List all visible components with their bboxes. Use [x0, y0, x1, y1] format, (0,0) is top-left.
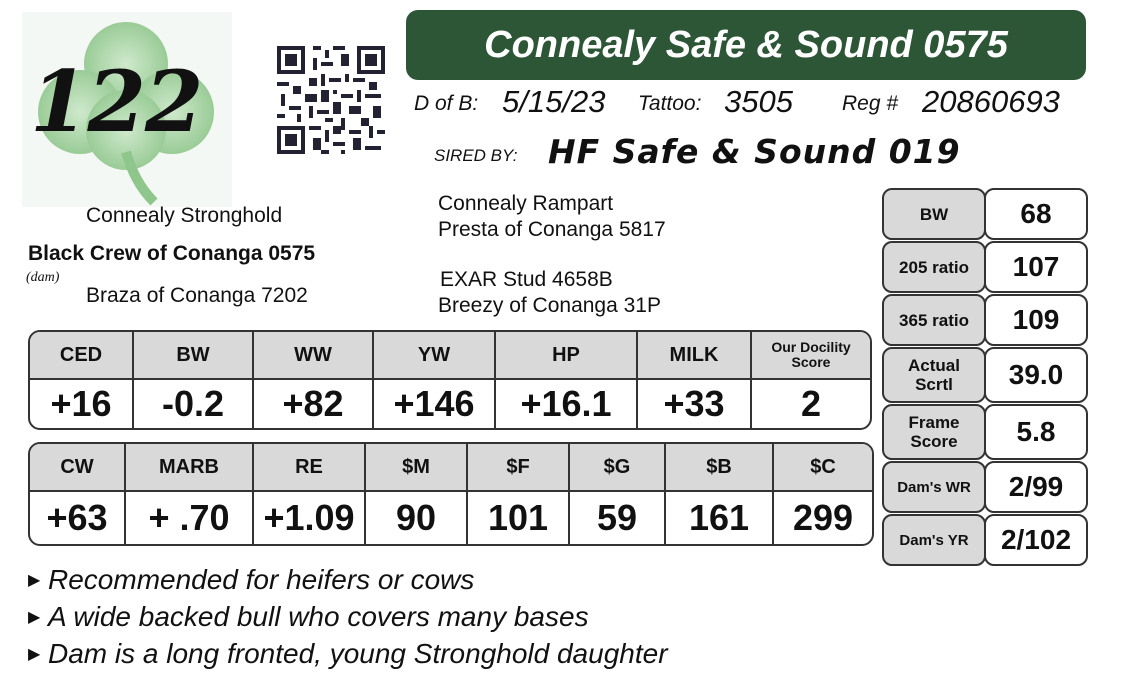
epd-value: +16 — [30, 380, 134, 428]
sire-dam-sire: EXAR Stud 4658B — [440, 268, 613, 291]
stat-row-bw — [882, 188, 1088, 240]
dob-value: 5/15/23 — [502, 84, 606, 119]
epd-value: -0.2 — [134, 380, 254, 428]
stat-value: 2/102 — [984, 514, 1088, 566]
bullet-text: Dam is a long fronted, young Stronghold daughter — [48, 638, 668, 669]
stat-value: 68 — [984, 188, 1088, 240]
stat-row-dam-wr — [882, 461, 1088, 513]
epd-header: RE — [254, 444, 366, 490]
bullet-item — [28, 601, 589, 633]
stat-row-scrotal — [882, 347, 1088, 403]
epd-header: $B — [666, 444, 774, 490]
reg-label: Reg # — [842, 92, 899, 115]
epd-value: 2 — [800, 383, 822, 424]
epd-header: $F — [468, 444, 570, 490]
epd-header-docility — [752, 332, 870, 378]
epd-header: CED — [30, 332, 134, 378]
bullet-item — [28, 638, 668, 670]
title-banner — [406, 10, 1086, 80]
stat-row-205 — [882, 241, 1088, 293]
info-row — [414, 84, 1094, 124]
epd-value: +1.09 — [254, 492, 366, 544]
triangle-right-icon: ▶ — [28, 609, 41, 626]
epd-header-row — [30, 332, 870, 380]
dam-name: Black Crew of Conanga 0575 — [28, 242, 316, 265]
qr-code-icon — [272, 42, 390, 158]
bullet-text: A wide backed bull who covers many bases — [48, 601, 589, 632]
epd-table-growth — [28, 330, 872, 430]
sire-dam-dam: Breezy of Conanga 31P — [438, 294, 661, 317]
docility-line-2: Score — [791, 354, 831, 370]
stat-label: 365 ratio — [882, 294, 986, 346]
epd-header: BW — [134, 332, 254, 378]
epd-table-carcass — [28, 442, 874, 546]
epd-header: WW — [254, 332, 374, 378]
epd-value: + .70 — [126, 492, 254, 544]
epd-value: 90 — [366, 492, 468, 544]
dam-dam: Braza of Conanga 7202 — [86, 284, 308, 307]
bullet-item — [28, 564, 474, 596]
epd-value: +16.1 — [496, 380, 638, 428]
sire-sire: Connealy Rampart — [438, 192, 614, 215]
epd-header: $M — [366, 444, 468, 490]
stat-row-365 — [882, 294, 1088, 346]
epd-value: 299 — [792, 497, 854, 538]
epd-value: +33 — [638, 380, 752, 428]
epd-value: 101 — [468, 492, 570, 544]
stat-label: Dam's WR — [882, 461, 986, 513]
epd-header: HP — [496, 332, 638, 378]
animal-name: Connealy Safe & Sound 0575 — [484, 23, 1008, 66]
dam-tag: (dam) — [26, 270, 60, 285]
epd-header: YW — [374, 332, 496, 378]
tattoo-label: Tattoo: — [638, 92, 702, 115]
stat-row-frame — [882, 404, 1088, 460]
stat-label: 205 ratio — [882, 241, 986, 293]
stat-label: BW — [882, 188, 986, 240]
sire-dam: Presta of Conanga 5817 — [438, 218, 666, 241]
dam-sire: Connealy Stronghold — [86, 204, 283, 227]
stat-label: Frame Score — [882, 404, 986, 460]
epd-value: +82 — [254, 380, 374, 428]
epd-value-row — [30, 492, 872, 544]
sire-name: HF Safe & Sound 019 — [548, 132, 961, 171]
epd-value: 59 — [570, 492, 666, 544]
stat-value: 107 — [984, 241, 1088, 293]
lot-number: 122 — [30, 52, 203, 151]
epd-header: MILK — [638, 332, 752, 378]
stat-label: Actual Scrtl — [882, 347, 986, 403]
dob-label: D of B: — [414, 92, 479, 115]
stat-value: 5.8 — [984, 404, 1088, 460]
epd-value: +63 — [30, 492, 126, 544]
bullet-text: Recommended for heifers or cows — [48, 564, 475, 595]
stat-value: 2/99 — [984, 461, 1088, 513]
epd-header: CW — [30, 444, 126, 490]
stat-row-dam-yr — [882, 514, 1088, 566]
docility-line-1: Our Docility — [771, 339, 851, 355]
triangle-right-icon: ▶ — [28, 572, 41, 589]
triangle-right-icon: ▶ — [28, 646, 41, 663]
stat-value: 39.0 — [984, 347, 1088, 403]
epd-header: $C — [810, 455, 836, 478]
sired-by-label: SIRED BY: — [434, 146, 518, 165]
stat-value: 109 — [984, 294, 1088, 346]
stat-label: Dam's YR — [882, 514, 986, 566]
tattoo-value: 3505 — [724, 84, 793, 119]
epd-value-row — [30, 380, 870, 428]
epd-header: MARB — [126, 444, 254, 490]
epd-header-row — [30, 444, 872, 492]
epd-header: $G — [570, 444, 666, 490]
epd-value: 161 — [666, 492, 774, 544]
reg-value: 20860693 — [922, 84, 1060, 119]
epd-value: +146 — [374, 380, 496, 428]
